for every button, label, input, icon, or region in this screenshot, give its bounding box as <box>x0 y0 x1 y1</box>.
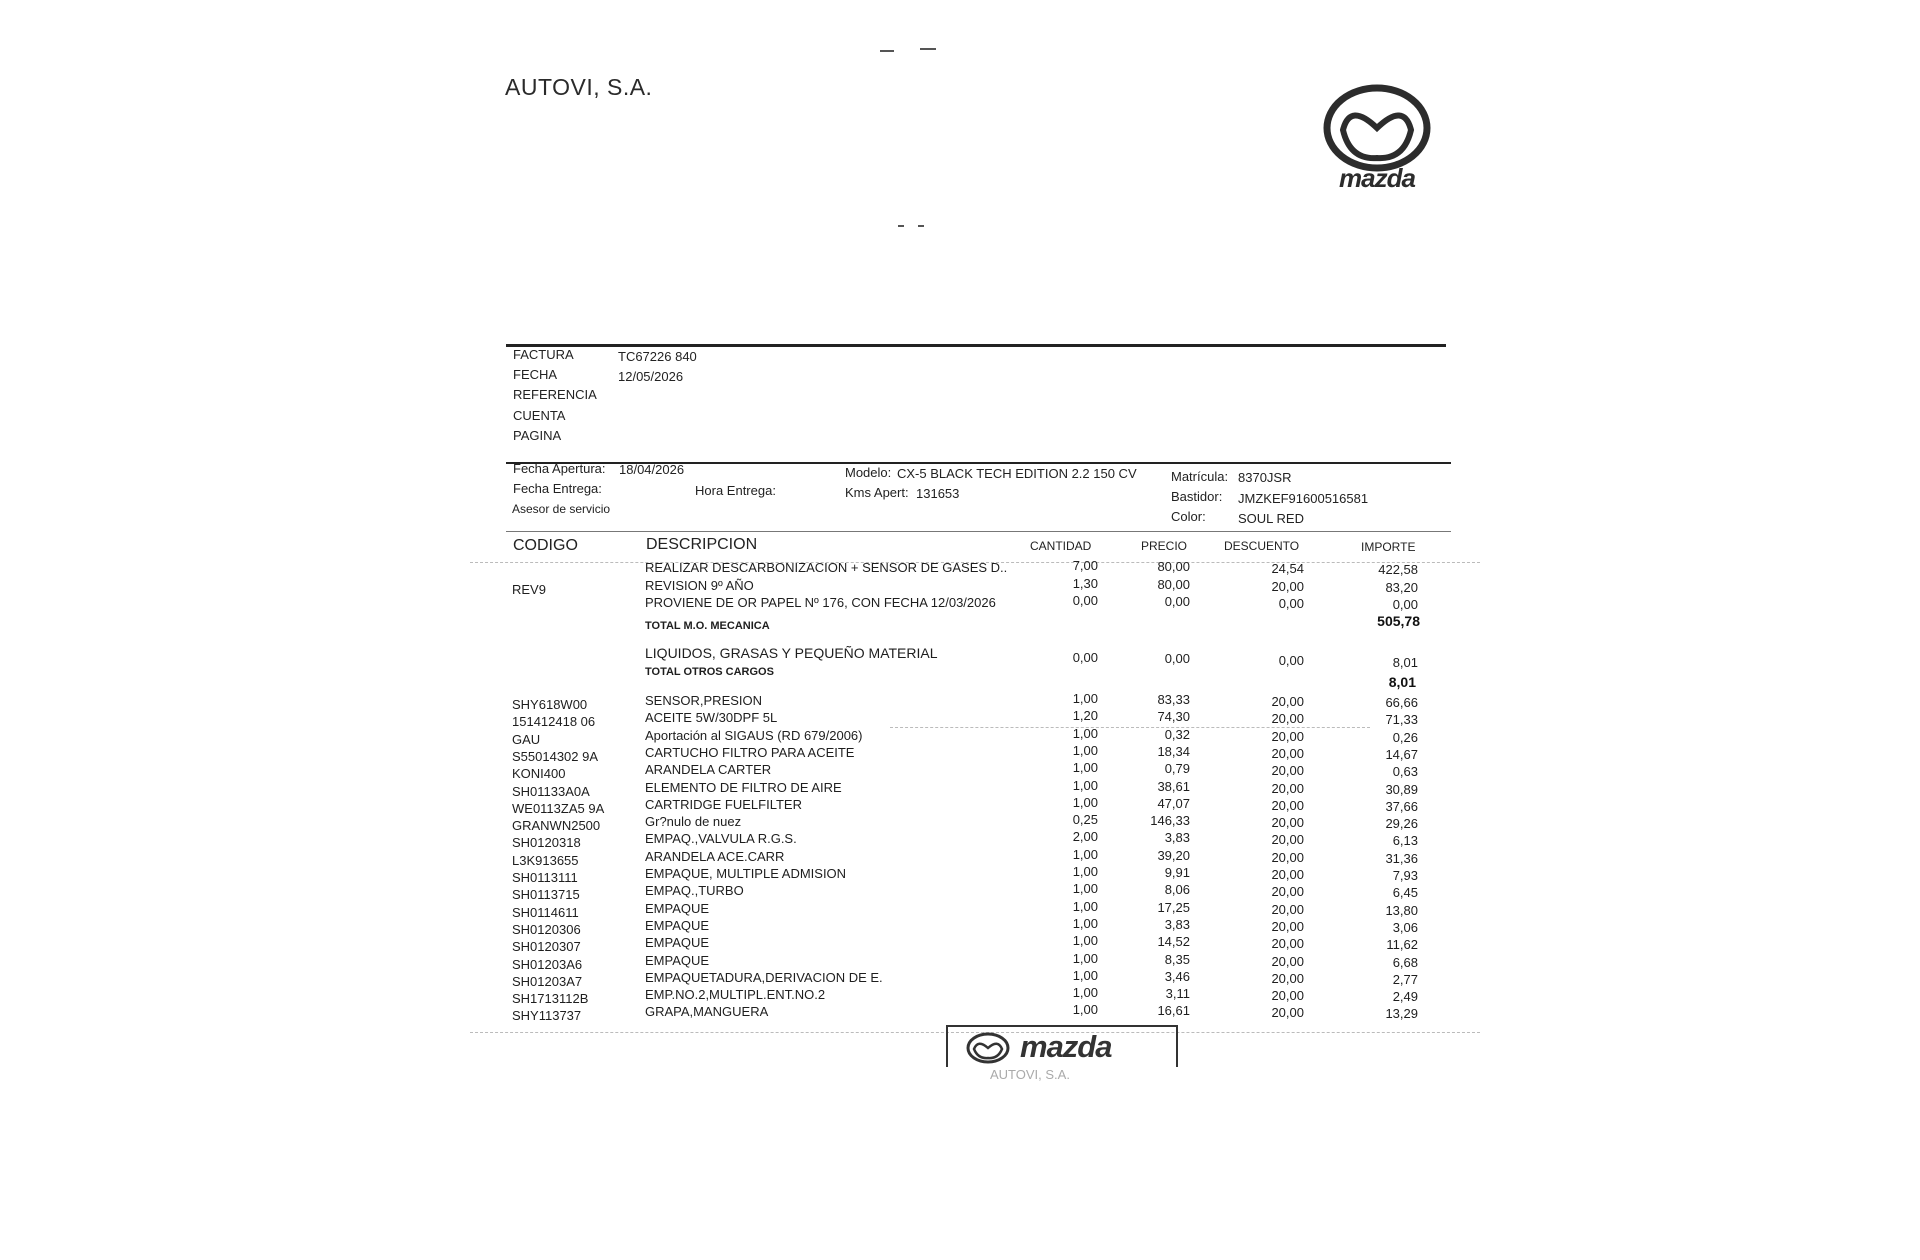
matricula-value: 8370JSR <box>1238 470 1292 485</box>
bastidor-value: JMZKEF91600516581 <box>1238 491 1369 506</box>
labor-row-cant: 1,30 <box>1072 576 1098 591</box>
parts-row-cant: 1,00 <box>1072 864 1098 879</box>
parts-row-importe: 66,66 <box>1385 695 1418 710</box>
parts-row-importe: 6,13 <box>1392 833 1418 849</box>
total-mo-value: 505,78 <box>1377 613 1420 629</box>
parts-row-precio: 47,07 <box>1157 795 1190 811</box>
company-name: AUTOVI, S.A. <box>505 74 653 100</box>
parts-row-dto: 20,00 <box>1271 970 1304 986</box>
parts-row-codigo: SH0120306 <box>512 921 581 937</box>
parts-row-precio: 0,79 <box>1164 761 1190 777</box>
parts-row-codigo: SH01133A0A <box>512 783 590 799</box>
otros-cant: 0,00 <box>1072 650 1098 665</box>
parts-row-importe: 11,62 <box>1386 937 1418 953</box>
parts-row-dto: 20,00 <box>1271 901 1304 917</box>
parts-row-desc: EMP.NO.2,MULTIPL.ENT.NO.2 <box>645 987 826 1003</box>
parts-row-precio: 3,46 <box>1164 968 1190 984</box>
col-descuento: DESCUENTO <box>1224 539 1300 553</box>
parts-row-codigo: SH0120307 <box>512 939 581 955</box>
parts-row-precio: 9,91 <box>1164 865 1190 880</box>
col-precio: PRECIO <box>1141 539 1188 553</box>
parts-row-desc: SENSOR,PRESION <box>645 693 763 708</box>
parts-row-cant: 1,00 <box>1072 725 1098 741</box>
parts-row-importe: 13,80 <box>1385 902 1418 918</box>
parts-row-cant: 1,00 <box>1072 777 1098 793</box>
parts-row-importe: 30,89 <box>1385 781 1418 797</box>
parts-row-importe: 7,93 <box>1392 868 1418 883</box>
asesor-label: Asesor de servicio <box>512 502 611 516</box>
fecha-label: FECHA <box>513 367 558 382</box>
referencia-label: REFERENCIA <box>513 387 597 402</box>
parts-row-codigo: SH1713112B <box>512 991 589 1007</box>
parts-row-cant: 1,00 <box>1072 1002 1098 1018</box>
parts-row-precio: 3,83 <box>1164 916 1190 932</box>
parts-row-importe: 13,29 <box>1385 1006 1418 1022</box>
modelo-value: CX-5 BLACK TECH EDITION 2.2 150 CV <box>897 466 1137 481</box>
col-importe: IMPORTE <box>1361 540 1416 554</box>
parts-row-dto: 20,00 <box>1271 745 1304 761</box>
labor-row-precio: 80,00 <box>1157 559 1190 574</box>
total-otros-label: TOTAL OTROS CARGOS <box>645 666 774 678</box>
labor-row-dto: 24,54 <box>1271 561 1304 576</box>
labor-row-desc: PROVIENE DE OR PAPEL Nº 176, CON FECHA 12/03/2026 <box>645 595 996 610</box>
parts-row-precio: 3,83 <box>1164 830 1190 846</box>
parts-row-precio: 38,61 <box>1157 778 1190 794</box>
parts-row-importe: 14,67 <box>1385 746 1418 762</box>
parts-row-dto: 20,00 <box>1271 1005 1304 1021</box>
parts-row-cant: 0,25 <box>1072 812 1098 828</box>
labor-row-codigo: REV9 <box>512 582 546 597</box>
parts-row-importe: 0,63 <box>1392 764 1418 780</box>
labor-row-cant: 0,00 <box>1072 593 1098 608</box>
color-label: Color: <box>1171 509 1206 524</box>
parts-row-importe: 6,68 <box>1392 954 1418 970</box>
parts-row-dto: 20,00 <box>1271 780 1304 796</box>
parts-row-precio: 3,11 <box>1165 986 1190 1002</box>
col-descripcion: DESCRIPCION <box>646 536 758 553</box>
pagina-label: PAGINA <box>513 428 562 443</box>
parts-row-cant: 2,00 <box>1072 829 1098 845</box>
parts-row-desc: ARANDELA CARTER <box>645 762 772 778</box>
kms-value: 131653 <box>916 486 960 501</box>
parts-row-cant: 1,00 <box>1072 915 1098 931</box>
parts-row-precio: 14,52 <box>1157 934 1190 950</box>
otros-importe: 8,01 <box>1392 655 1418 670</box>
parts-row-dto: 20,00 <box>1271 763 1304 779</box>
parts-row-cant: 1,00 <box>1072 846 1098 862</box>
modelo-label: Modelo: <box>845 465 892 480</box>
parts-row-precio: 17,25 <box>1157 899 1190 915</box>
parts-row-dto: 20,00 <box>1271 849 1304 865</box>
parts-row-dto: 20,00 <box>1271 815 1304 831</box>
parts-row-importe: 37,66 <box>1385 798 1418 814</box>
parts-row-importe: 71,33 <box>1385 712 1418 728</box>
parts-row-dto: 20,00 <box>1271 918 1304 934</box>
parts-row-precio: 8,35 <box>1164 951 1190 967</box>
parts-row-importe: 31,36 <box>1385 850 1418 866</box>
fecha-value: 12/05/2026 <box>618 369 684 384</box>
parts-row-codigo: SH01203A6 <box>512 956 583 972</box>
labor-row-dto: 0,00 <box>1278 596 1304 611</box>
col-cantidad: CANTIDAD <box>1030 539 1092 553</box>
labor-row-precio: 80,00 <box>1157 577 1190 592</box>
parts-row-cant: 1,00 <box>1072 742 1098 758</box>
parts-row-dto: 20,00 <box>1271 728 1304 744</box>
parts-row-codigo: GRANWN2500 <box>512 818 601 834</box>
parts-row-dto: 20,00 <box>1271 797 1304 813</box>
otros-desc: LIQUIDOS, GRASAS Y PEQUEÑO MATERIAL <box>645 645 938 661</box>
factura-label: FACTURA <box>513 347 574 362</box>
labor-row-desc: REALIZAR DESCARBONIZACION + SENSOR DE GASES D.. <box>645 560 1008 575</box>
parts-row-importe: 6,45 <box>1392 885 1418 901</box>
labor-row-importe: 0,00 <box>1392 597 1418 612</box>
parts-row-dto: 20,00 <box>1271 867 1304 882</box>
total-mo-label: TOTAL M.O. MECANICA <box>645 620 770 632</box>
stamp-subtitle: AUTOVI, S.A. <box>990 1067 1070 1082</box>
parts-row-importe: 3,06 <box>1392 919 1418 935</box>
parts-row-precio: 0,32 <box>1164 726 1190 742</box>
apertura-value: 18/04/2026 <box>619 462 685 477</box>
cuenta-label: CUENTA <box>513 408 566 423</box>
parts-row-precio: 39,20 <box>1157 847 1190 863</box>
parts-row-precio: 83,33 <box>1157 692 1190 707</box>
parts-row-importe: 29,26 <box>1385 816 1418 832</box>
stamp-wordmark: mazda <box>1020 1029 1112 1064</box>
labor-row-importe: 83,20 <box>1385 580 1418 595</box>
total-otros-value: 8,01 <box>1388 674 1416 690</box>
parts-row-codigo: SH0120318 <box>512 835 581 851</box>
parts-row-cant: 1,00 <box>1072 794 1098 810</box>
otros-precio: 0,00 <box>1164 651 1190 666</box>
parts-row-desc: Aportación al SIGAUS (RD 679/2006) <box>645 727 863 743</box>
parts-row-codigo: SH0113111 <box>512 870 578 885</box>
parts-row-codigo: KONI400 <box>512 766 566 782</box>
parts-row-dto: 20,00 <box>1271 832 1304 848</box>
parts-row-codigo: SH0114611 <box>512 904 579 920</box>
parts-row-desc: Gr?nulo de nuez <box>645 814 742 830</box>
parts-row-codigo: SHY618W00 <box>512 697 588 712</box>
scan-speck <box>920 48 936 50</box>
parts-row-dto: 20,00 <box>1271 694 1304 709</box>
parts-row-desc: ARANDELA ACE.CARR <box>645 848 785 864</box>
header-rule <box>506 344 1446 347</box>
scan-speck <box>898 225 904 227</box>
parts-row-codigo: WE0113ZA5 9A <box>512 800 605 816</box>
parts-row-importe: 2,77 <box>1392 971 1418 987</box>
parts-row-cant: 1,00 <box>1072 898 1098 914</box>
parts-row-dto: 20,00 <box>1271 953 1304 969</box>
factura-value: TC67226 840 <box>618 349 697 364</box>
mazda-stamp-icon <box>965 1031 1011 1065</box>
parts-row-dto: 20,00 <box>1271 988 1304 1004</box>
entrega-label: Fecha Entrega: <box>513 481 602 496</box>
otros-dto: 0,00 <box>1278 653 1304 668</box>
parts-row-desc: EMPAQ.,VALVULA R.G.S. <box>645 831 797 847</box>
parts-row-codigo: SH0113715 <box>512 887 580 903</box>
bastidor-label: Bastidor: <box>1171 489 1223 504</box>
parts-row-codigo: 151412418 06 <box>512 714 596 730</box>
hora-entrega-label: Hora Entrega: <box>695 483 776 498</box>
col-codigo: CODIGO <box>513 537 578 554</box>
parts-row-importe: 0,26 <box>1392 729 1418 745</box>
parts-row-codigo: SH01203A7 <box>512 973 583 989</box>
parts-row-desc: EMPAQUE <box>645 935 710 951</box>
color-value: SOUL RED <box>1238 511 1304 526</box>
apertura-label: Fecha Apertura: <box>513 461 606 476</box>
parts-row-cant: 1,20 <box>1072 708 1098 724</box>
kms-label: Kms Apert: <box>845 485 909 500</box>
parts-row-cant: 1,00 <box>1072 760 1098 776</box>
parts-row-dto: 20,00 <box>1271 884 1304 900</box>
labor-row-cant: 7,00 <box>1072 558 1098 573</box>
parts-row-importe: 2,49 <box>1392 989 1418 1005</box>
parts-row-codigo: SHY113737 <box>512 1008 582 1024</box>
parts-row-dto: 20,00 <box>1271 711 1304 727</box>
parts-row-cant: 1,00 <box>1072 950 1098 966</box>
parts-row-cant: 1,00 <box>1072 985 1098 1001</box>
parts-row-cant: 1,00 <box>1072 933 1098 949</box>
parts-row-codigo: GAU <box>512 731 541 747</box>
parts-row-desc: EMPAQ.,TURBO <box>645 883 744 899</box>
scan-line <box>890 727 1370 728</box>
parts-row-desc: EMPAQUE <box>645 952 710 968</box>
labor-row-precio: 0,00 <box>1164 594 1190 609</box>
parts-row-precio: 18,34 <box>1157 743 1190 759</box>
parts-row-desc: CARTUCHO FILTRO PARA ACEITE <box>645 744 855 760</box>
parts-row-precio: 8,06 <box>1164 882 1190 898</box>
scan-speck <box>880 50 894 52</box>
parts-row-desc: EMPAQUETADURA,DERIVACION DE E. <box>645 969 883 985</box>
brand-wordmark: mazda <box>1339 163 1415 193</box>
labor-row-desc: REVISION 9º AÑO <box>645 578 754 593</box>
parts-row-cant: 1,00 <box>1072 967 1098 983</box>
parts-row-precio: 16,61 <box>1157 1003 1190 1019</box>
parts-row-dto: 20,00 <box>1271 936 1304 952</box>
parts-row-desc: ACEITE 5W/30DPF 5L <box>645 710 778 726</box>
parts-row-cant: 1,00 <box>1072 691 1098 706</box>
parts-row-codigo: L3K913655 <box>512 852 579 868</box>
parts-row-desc: GRAPA,MANGUERA <box>645 1004 769 1020</box>
parts-row-desc: ELEMENTO DE FILTRO DE AIRE <box>645 779 842 795</box>
parts-row-desc: EMPAQUE <box>645 900 710 916</box>
scan-speck <box>918 225 924 227</box>
parts-row-desc: EMPAQUE <box>645 917 710 933</box>
parts-row-precio: 74,30 <box>1157 709 1190 725</box>
parts-row-desc: CARTRIDGE FUELFILTER <box>645 796 802 812</box>
parts-row-precio: 146,33 <box>1150 813 1190 829</box>
labor-row-importe: 422,58 <box>1378 562 1418 577</box>
parts-row-codigo: S55014302 9A <box>512 748 599 764</box>
parts-row-cant: 1,00 <box>1072 881 1098 897</box>
columns-rule <box>506 531 1451 532</box>
parts-row-desc: EMPAQUE, MULTIPLE ADMISION <box>645 866 847 881</box>
matricula-label: Matrícula: <box>1171 469 1229 484</box>
labor-row-dto: 20,00 <box>1271 579 1304 594</box>
